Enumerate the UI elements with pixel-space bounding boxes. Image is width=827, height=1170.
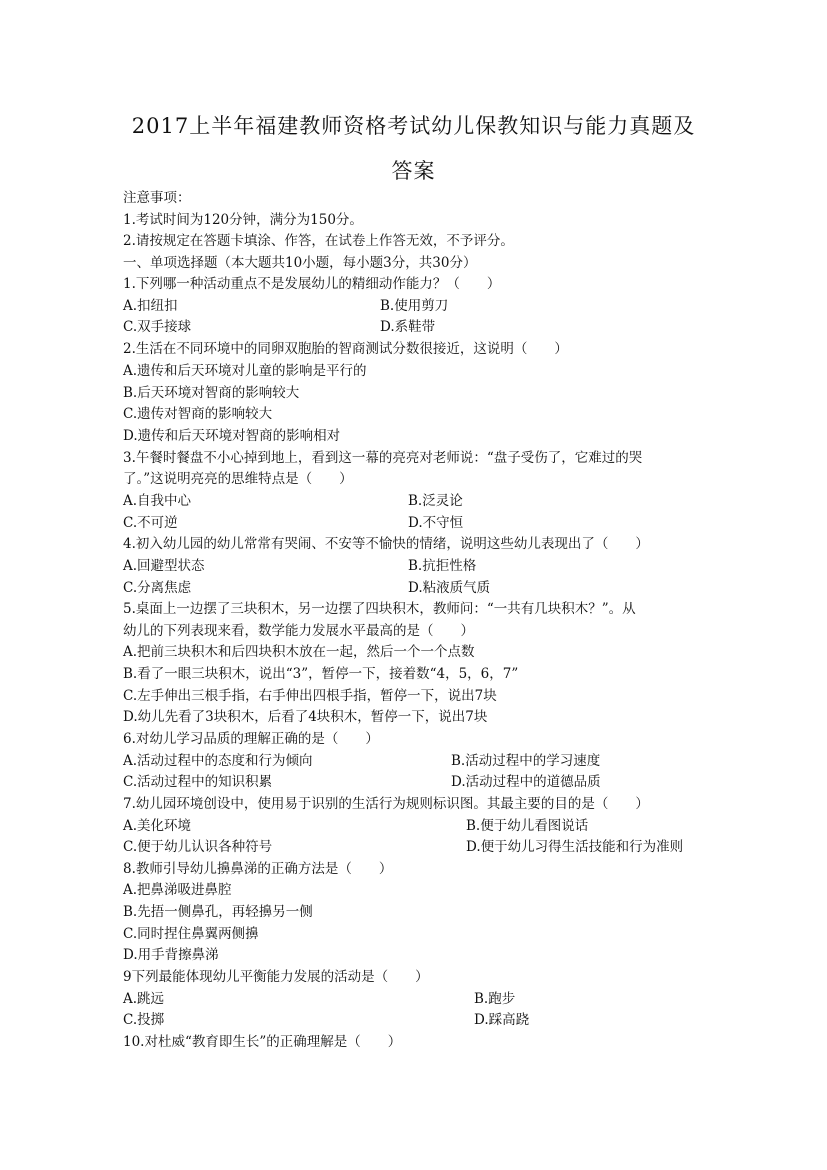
question-6-option-b: B.活动过程中的学习速度	[451, 753, 601, 769]
question-5-stem-line-2: 幼儿的下列表现来看，数学能力发展水平最高的是（ ）	[123, 623, 474, 639]
question-9-stem: 9下列最能体现幼儿平衡能力发展的活动是（ ）	[123, 969, 429, 985]
question-7-option-d: D.便于幼儿习得生活技能和行为准则	[466, 839, 684, 855]
question-7-option-b: B.便于幼儿看图说话	[466, 818, 589, 834]
question-3-option-a: A.自我中心	[123, 493, 192, 509]
question-6-option-a: A.活动过程中的态度和行为倾向	[123, 753, 313, 769]
question-4-option-b: B.抗拒性格	[408, 558, 477, 574]
question-10-stem: 10.对杜威“教育即生长”的正确理解是（ ）	[123, 1034, 402, 1050]
question-3-option-d: D.不守恒	[408, 515, 464, 531]
question-9-option-a: A.跳远	[123, 991, 165, 1007]
notes-heading: 注意事项：	[123, 190, 191, 206]
question-2-option-a: A.遗传和后天环境对儿童的影响是平行的	[123, 363, 367, 379]
question-6-stem: 6.对幼儿学习品质的理解正确的是（ ）	[123, 731, 379, 747]
question-7-option-c: C.便于幼儿认识各种符号	[123, 839, 273, 855]
question-1-option-c: C.双手接球	[123, 319, 192, 335]
question-1-option-d: D.系鞋带	[380, 319, 436, 335]
question-3-stem-line-1: 3.午餐时餐盘不小心掉到地上，看到这一幕的亮亮对老师说：“盘子受伤了，它难过的哭	[123, 450, 643, 466]
question-9-option-c: C.投掷	[123, 1012, 165, 1028]
question-3-option-b: B.泛灵论	[408, 493, 463, 509]
document-title-line-2: 答案	[391, 159, 436, 183]
question-9-option-d: D.踩高跷	[474, 1012, 530, 1028]
question-5-option-b: B.看了一眼三块积木，说出“3”，暂停一下，接着数“4，5，6，7”	[123, 666, 519, 682]
question-2-stem: 2.生活在不同环境中的同卵双胞胎的智商测试分数很接近，这说明（ ）	[123, 341, 568, 357]
question-3-option-c: C.不可逆	[123, 515, 178, 531]
question-6-option-d: D.活动过程中的道德品质	[451, 774, 601, 790]
question-4-option-c: C.分离焦虑	[123, 580, 192, 596]
question-7-option-a: A.美化环境	[123, 818, 192, 834]
question-8-option-b: B.先捂一侧鼻孔，再轻擤另一侧	[123, 904, 313, 920]
question-8-option-d: D.用手背擦鼻涕	[123, 947, 219, 963]
question-8-stem: 8.教师引导幼儿擤鼻涕的正确方法是（ ）	[123, 861, 393, 877]
question-8-option-a: A.把鼻涕吸进鼻腔	[123, 882, 232, 898]
question-6-option-c: C.活动过程中的知识积累	[123, 774, 273, 790]
question-5-option-a: A.把前三块积木和后四块积木放在一起，然后一个一个点数	[123, 644, 475, 660]
question-2-option-b: B.后天环境对智商的影响较大	[123, 385, 300, 401]
question-8-option-c: C.同时捏住鼻翼两侧擤	[123, 926, 259, 942]
question-4-option-a: A.回避型状态	[123, 558, 205, 574]
question-7-stem: 7.幼儿园环境创设中，使用易于识别的生活行为规则标识图。其最主要的目的是（ ）	[123, 796, 649, 812]
question-5-stem-line-1: 5.桌面上一边摆了三块积木，另一边摆了四块积木，教师问：“一共有几块积木？”。从	[123, 601, 636, 617]
note-1: 1.考试时间为120分钟，满分为150分。	[123, 212, 363, 228]
question-1-stem: 1.下列哪一种活动重点不是发展幼儿的精细动作能力？（ ）	[123, 276, 501, 292]
question-3-stem-line-2: 了。”这说明亮亮的思维特点是（ ）	[123, 471, 353, 487]
question-2-option-c: C.遗传对智商的影响较大	[123, 406, 273, 422]
question-4-option-d: D.粘液质气质	[408, 580, 491, 596]
question-1-option-a: A.扣纽扣	[123, 298, 178, 314]
note-2: 2.请按规定在答题卡填涂、作答，在试卷上作答无效，不予评分。	[123, 233, 514, 249]
question-1-option-b: B.使用剪刀	[380, 298, 449, 314]
question-5-option-d: D.幼儿先看了3块积木，后看了4块积木，暂停一下，说出7块	[123, 709, 488, 725]
question-9-option-b: B.跑步	[474, 991, 516, 1007]
question-5-option-c: C.左手伸出三根手指，右手伸出四根手指，暂停一下，说出7块	[123, 688, 497, 704]
section-heading: 一、单项选择题（本大题共10小题，每小题3分，共30分）	[123, 255, 477, 271]
question-2-option-d: D.遗传和后天环境对智商的影响相对	[123, 428, 341, 444]
question-4-stem: 4.初入幼儿园的幼儿常常有哭闹、不安等不愉快的情绪，说明这些幼儿表现出了（ ）	[123, 536, 649, 552]
document-title-line-1: 2017上半年福建教师资格考试幼儿保教知识与能力真题及	[131, 114, 696, 138]
